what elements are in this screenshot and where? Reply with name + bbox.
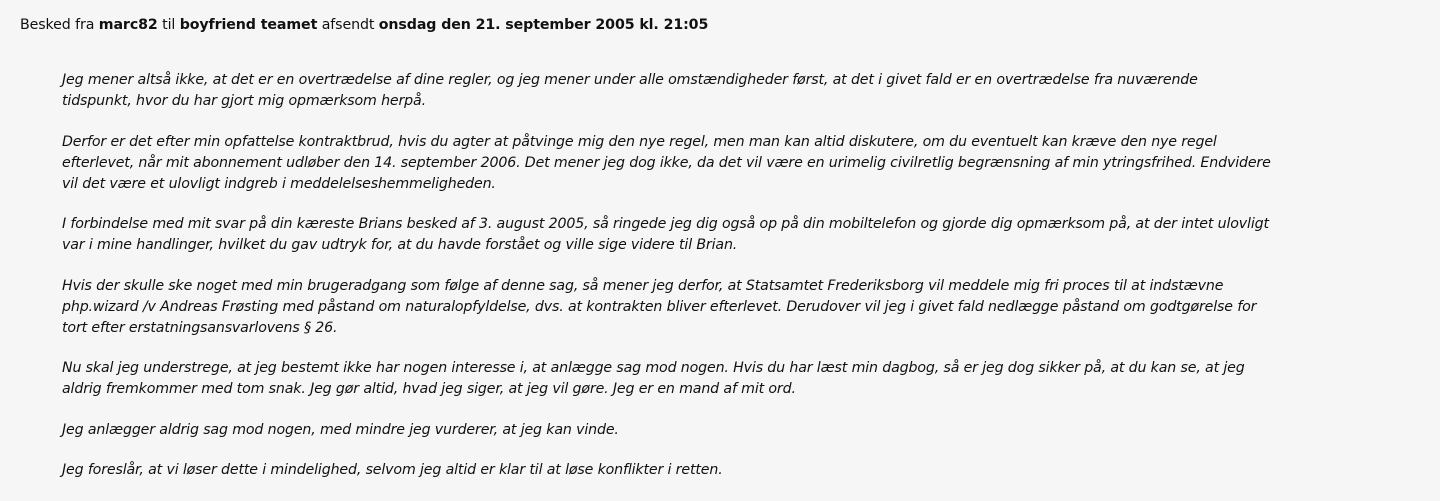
paragraph-line: Jeg anlægger aldrig sag mod nogen, med mindre jeg vurderer, at jeg kan vinde. <box>62 421 619 438</box>
paragraph-line: Jeg mener altså ikke, at det er en overtrædelse af dine regler, og jeg mener under alle omstændigheder først, at det i givet fald er en overtrædelse fra nuværende <box>62 72 1198 88</box>
paragraph-line: Derfor er det efter min opfattelse kontraktbrud, hvis du agter at påtvinge mig den nye regel, men man kan altid diskutere, om du eventuelt kan kræve den nye regel <box>62 133 1217 150</box>
header-prefix: Besked fra <box>20 17 95 33</box>
paragraph-line: tort efter erstatningsansvarlovens § 26. <box>62 319 338 336</box>
paragraph-line: var i mine handlinger, hvilket du gav udtryk for, at du havde forstået og ville sige videre til Brian. <box>62 237 738 253</box>
message-paragraph <box>62 358 1432 400</box>
paragraph-line: efterlevet, når mit abonnement udløber den 14. september 2006. Det mener jeg dog ikke, da det vil være en urimelig civilretlig begrænsning af min ytringsfrihed. Endvidere <box>62 154 1271 171</box>
message-paragraph <box>62 132 1432 195</box>
message-paragraph <box>62 420 1432 441</box>
paragraph-line: aldrig fremkommer med tom snak. Jeg gør altid, hvad jeg siger, at jeg vil gøre. Jeg er en mand af mit ord. <box>62 381 796 397</box>
paragraph-line: Jeg foreslår, at vi løser dette i mindelighed, selvom jeg altid er klar til at løse konflikter i retten. <box>62 462 723 478</box>
paragraph-line: Hvis der skulle ske noget med min brugeradgang som følge af denne sag, så mener jeg derfor, at Statsamtet Frederiksborg vil meddele mig fri proces til at indstævne <box>62 277 1224 294</box>
message-body <box>62 70 1432 501</box>
message-header <box>20 17 708 33</box>
message-paragraph <box>62 276 1432 339</box>
header-to-label: til <box>162 17 176 33</box>
recipient-name: boyfriend teamet <box>179 17 318 33</box>
sender-name: marc82 <box>98 17 158 33</box>
paragraph-line: php.wizard /v Andreas Frøsting med påstand om naturalopfyldelse, dvs. at kontrakten bliver efterlevet. Derudover vil jeg i givet fald nedlægge påstand om godtgørelse for <box>62 298 1257 315</box>
header-sent-label: afsendt <box>321 17 375 33</box>
message-paragraph <box>62 214 1432 256</box>
paragraph-line: Nu skal jeg understrege, at jeg bestemt ikke har nogen interesse i, at anlægge sag mod nogen. Hvis du har læst min dagbog, så er jeg dog sikker på, at du kan se, at jeg <box>62 360 1245 376</box>
paragraph-line: tidspunkt, hvor du har gjort mig opmærksom herpå. <box>62 93 426 109</box>
message-paragraph <box>62 70 1432 112</box>
sent-date: onsdag den 21. september 2005 kl. 21:05 <box>378 17 709 33</box>
paragraph-line: vil det være et ulovligt indgreb i meddelelseshemmeligheden. <box>62 175 496 192</box>
message-paragraph <box>62 460 1432 481</box>
paragraph-line: I forbindelse med mit svar på din kæreste Brians besked af 3. august 2005, så ringede jeg dig også op på din mobiltelefon og gjorde dig opmærksom på, at der intet ulovligt <box>62 216 1269 232</box>
